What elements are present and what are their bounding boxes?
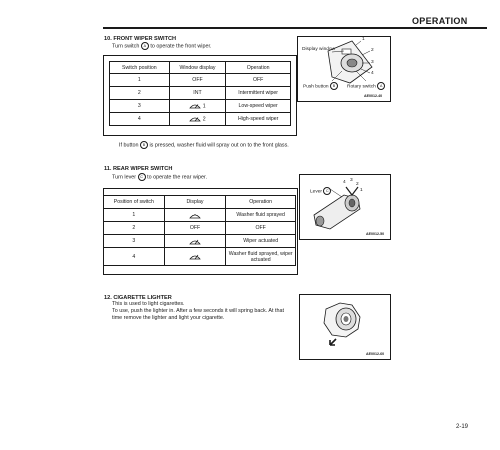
display-speed-number: 2 [202,116,206,123]
row-position: 1 [104,209,165,222]
figure-code: AE0012-60 [366,352,385,356]
rotary-switch-label [347,82,385,90]
header-position-of-switch: Position of switch [104,196,165,209]
front-wiper-table [109,61,291,126]
push-button-symbol: B [330,82,338,90]
wiper-icon [189,103,201,109]
cigarette-lighter-line-3: time remove the lighter and light your cigarette. [112,315,225,321]
row-position: 4 [104,248,165,266]
row-position: 4 [110,113,170,126]
row-operation: Low-speed wiper [226,100,291,113]
callout-2: 2 [371,48,374,53]
cigarette-lighter-illustration [300,295,390,359]
table-row [110,100,291,113]
washer-wiper-icon [188,253,202,260]
table-row [110,74,291,87]
cigarette-lighter-line-1: This is used to light cigarettes. [112,301,185,307]
table-row [104,235,296,248]
front-wiper-table-header [110,62,291,74]
table-row [110,87,291,100]
button-symbol-b: B [140,141,148,149]
push-button-text: Push button [303,84,329,90]
display-window-label: Display window [302,47,336,52]
rear-wiper-title: 11. REAR WIPER SWITCH [104,166,173,172]
row-display: OFF [169,74,226,87]
row-display [164,235,226,248]
callout-2: 2 [356,182,359,187]
header-window-display: Window display [169,62,226,74]
front-wiper-note-before: If button [119,142,139,149]
header-rule [103,27,487,29]
rotary-switch-symbol: A [377,82,385,90]
lever-text: Lever [310,189,322,195]
row-display [169,113,226,126]
callout-1: 1 [362,37,365,42]
header-operation: Operation [226,62,291,74]
callout-1: 1 [360,188,363,193]
table-row [104,222,296,235]
row-display [164,209,226,222]
front-wiper-figure [297,36,391,102]
front-wiper-note [119,141,289,149]
row-operation: OFF [226,222,296,235]
switch-symbol-a: A [141,42,149,50]
row-operation: Washer fluid sprayed, wiper actuated [226,248,296,266]
page-header-title: OPERATION [412,16,468,26]
push-button-label [303,82,338,90]
row-display: OFF [164,222,226,235]
table-row [104,209,296,222]
header-switch-position: Switch position [110,62,170,74]
row-operation: Washer fluid sprayed [226,209,296,222]
cigarette-lighter-title: 12. CIGARETTE LIGHTER [104,295,172,301]
row-position: 2 [104,222,165,235]
row-position: 3 [104,235,165,248]
display-speed-number: 1 [202,103,206,110]
lever-symbol: C [323,187,331,195]
rear-wiper-table [103,195,296,266]
cigarette-lighter-figure [299,294,391,360]
rear-wiper-table-header [104,196,296,209]
row-display: INT [169,87,226,100]
header-operation: Operation [226,196,296,209]
table-row [104,248,296,266]
table-row [110,113,291,126]
lever-symbol-c: C [138,173,146,181]
figure-code: AE0012-40 [364,94,383,98]
page-number: 2-19 [456,424,469,430]
front-wiper-intro-after: to operate the front wiper. [150,43,212,50]
washer-icon [188,212,202,219]
rear-wiper-figure [299,174,391,240]
rear-wiper-intro-before: Turn lever [112,174,137,181]
row-display [169,100,226,113]
rear-wiper-icon [188,238,202,245]
rear-wiper-intro [112,173,207,181]
row-position: 2 [110,87,170,100]
wiper-icon [189,116,201,122]
row-operation: High-speed wiper [226,113,291,126]
row-position: 3 [110,100,170,113]
callout-4: 4 [343,180,346,185]
front-wiper-note-after: is pressed, washer fluid will spray out on to the front glass. [149,142,289,149]
row-position: 1 [110,74,170,87]
row-display [164,248,226,266]
callout-3: 3 [350,178,353,183]
front-wiper-title: 10. FRONT WIPER SWITCH [104,36,177,42]
header-display: Display [164,196,226,209]
lever-label [310,187,331,195]
cigarette-lighter-line-2: To use, push the lighter in. After a few seconds it will spring back. At that [112,308,284,314]
front-wiper-intro-before: Turn switch [112,43,140,50]
row-operation: OFF [226,74,291,87]
row-operation: Intermittent wiper [226,87,291,100]
rear-wiper-intro-after: to operate the rear wiper. [147,174,208,181]
row-operation: Wiper actuated [226,235,296,248]
figure-code: AE0012-50 [366,232,385,236]
callout-3: 3 [371,60,374,65]
rotary-switch-text: Rotary switch [347,84,376,90]
callout-4: 4 [371,71,374,76]
front-wiper-intro [112,42,212,50]
